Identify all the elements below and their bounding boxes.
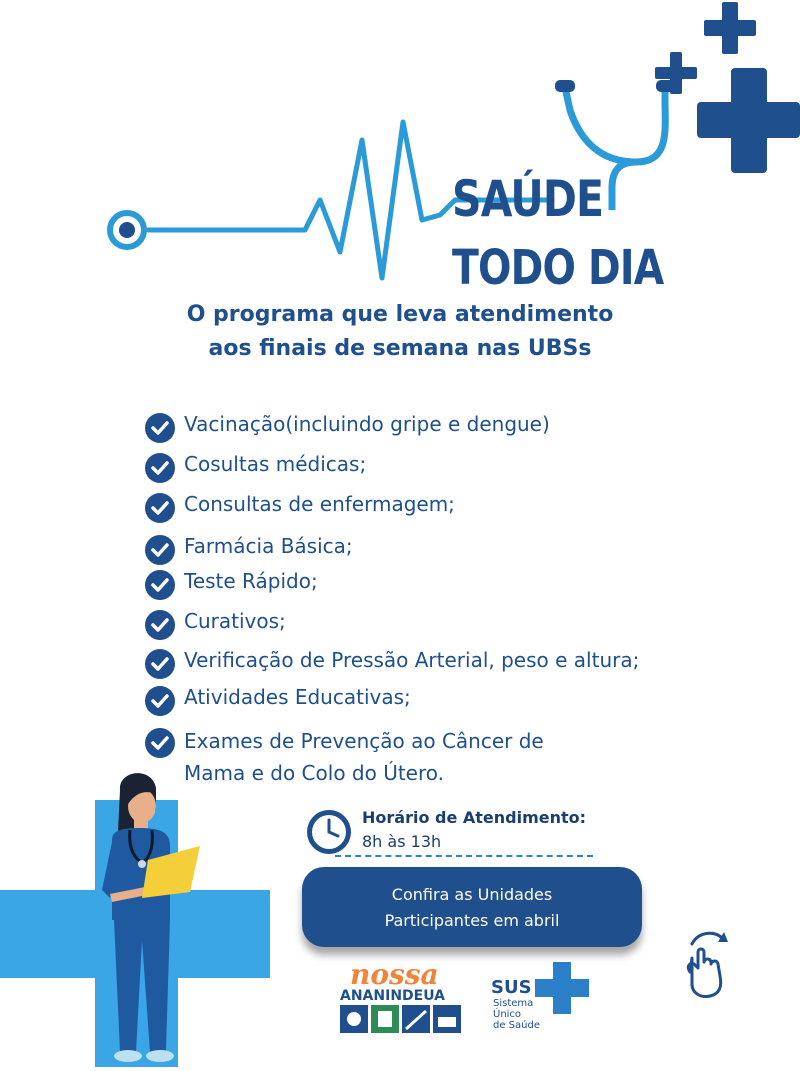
service-label: Cosultas médicas; <box>184 452 367 476</box>
ananindeua-logo-text: ANANINDEUA <box>340 988 445 1004</box>
ananindeua-emblem-icon <box>340 1005 462 1033</box>
service-label: Teste Rápido; <box>184 569 318 593</box>
hours-value: 8h às 13h <box>362 832 442 851</box>
service-label-continued: Mama e do Colo do Útero. <box>184 761 445 785</box>
participating-units-button[interactable] <box>302 867 642 947</box>
cta-line-2: Participantes em abril <box>384 911 560 930</box>
subtitle-line-1: O programa que leva atendimento <box>186 302 614 327</box>
hand-tap-icon <box>678 928 730 1000</box>
nurse-illustration <box>90 770 210 1067</box>
sus-logo-text: SUS <box>491 977 532 998</box>
check-icon <box>145 570 175 600</box>
check-icon <box>145 493 175 523</box>
check-icon <box>145 453 175 483</box>
service-label: Consultas de enfermagem; <box>184 492 455 516</box>
service-label: Vacinação(incluindo gripe e dengue) <box>184 412 550 436</box>
service-label: Farmácia Básica; <box>184 534 353 558</box>
hours-label: Horário de Atendimento: <box>362 808 587 827</box>
service-label: Curativos; <box>184 609 286 633</box>
subtitle <box>0 298 800 366</box>
check-icon <box>145 728 175 758</box>
nossa-logo-script: nossa <box>350 958 439 991</box>
title-line-1: SAÚDE <box>452 170 604 228</box>
check-icon <box>145 413 175 443</box>
check-icon <box>145 535 175 565</box>
title-line-2: TODO DIA <box>452 240 664 296</box>
cta-line-1: Confira as Unidades <box>391 885 553 904</box>
check-icon <box>145 610 175 640</box>
service-label: Atividades Educativas; <box>184 685 411 709</box>
clock-icon <box>305 808 353 856</box>
subtitle-line-2: aos finais de semana nas UBSs <box>208 336 592 361</box>
check-icon <box>145 649 175 679</box>
service-label: Verificação de Pressão Arterial, peso e altura; <box>184 648 640 672</box>
check-icon <box>145 686 175 716</box>
sus-cross-icon <box>535 962 589 1014</box>
large-cross-icon <box>697 68 800 173</box>
dashed-divider <box>335 855 593 857</box>
service-label: Exames de Prevenção ao Câncer de <box>184 729 544 753</box>
small-cross-icon-top <box>704 2 756 54</box>
sus-description: Sistema Único de Saúde <box>493 998 540 1031</box>
